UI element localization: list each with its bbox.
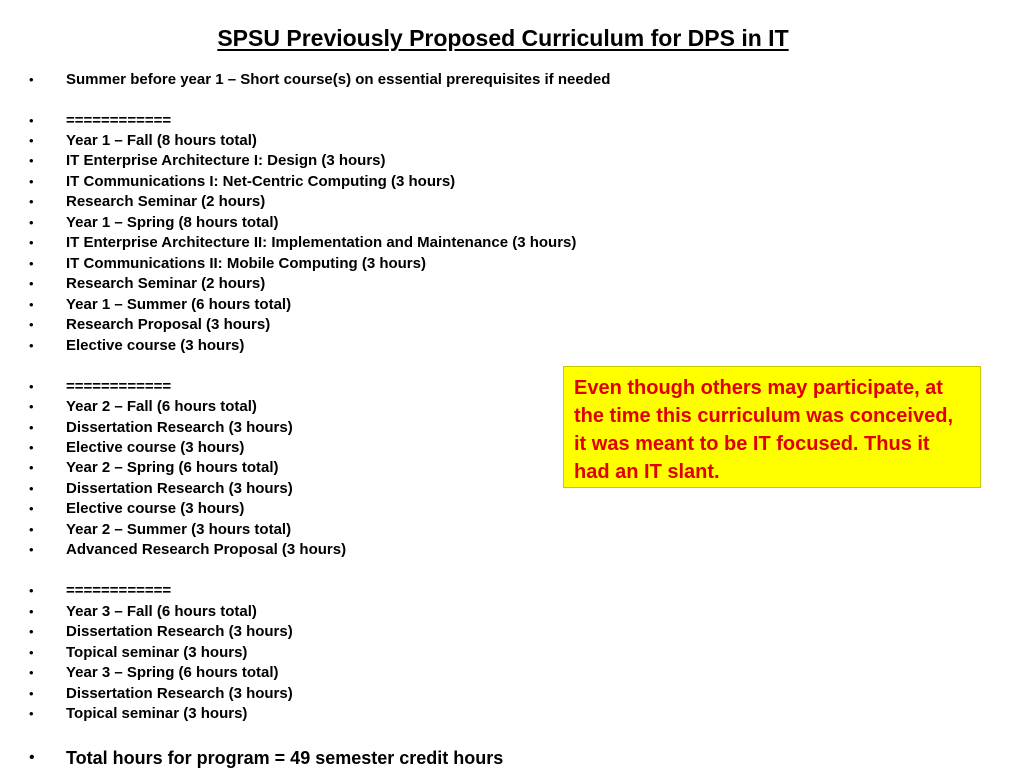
- list-item-text: Research Seminar (2 hours): [66, 193, 266, 210]
- list-item-text: IT Enterprise Architecture II: Implementation and Maintenance (3 hours): [66, 234, 577, 251]
- bullet-icon: •: [29, 317, 34, 332]
- bullet-icon: •: [29, 379, 34, 394]
- list-item-text: Year 3 – Fall (6 hours total): [66, 603, 257, 620]
- list-item-text: Summer before year 1 – Short course(s) on essential prerequisites if needed: [66, 71, 611, 88]
- list-item-text: Year 2 – Fall (6 hours total): [66, 398, 257, 415]
- list-item-text: Advanced Research Proposal (3 hours): [66, 541, 347, 558]
- highlight-note: Even though others may participate, at the time this curriculum was conceived, it was meant to be IT focused. Thus it had an IT slant.: [563, 366, 981, 488]
- total-hours-text: Total hours for program = 49 semester credit hours: [66, 748, 504, 768]
- list-item-text: Dissertation Research (3 hours): [66, 419, 293, 436]
- list-item-text: Year 1 – Spring (8 hours total): [66, 214, 279, 231]
- separator-text: ============: [66, 378, 172, 395]
- list-item-text: Year 2 – Spring (6 hours total): [66, 459, 279, 476]
- list-item-text: IT Communications II: Mobile Computing (3 hours): [66, 255, 426, 272]
- bullet-icon: •: [29, 542, 34, 557]
- list-item-text: Year 1 – Summer (6 hours total): [66, 296, 292, 313]
- list-item-text: Dissertation Research (3 hours): [66, 623, 293, 640]
- separator-text: ============: [66, 582, 172, 599]
- list-item-text: Research Proposal (3 hours): [66, 316, 271, 333]
- list-item-text: Elective course (3 hours): [66, 500, 245, 517]
- list-item-text: Elective course (3 hours): [66, 337, 245, 354]
- bullet-icon: •: [29, 481, 34, 496]
- bullet-icon: •: [29, 749, 35, 766]
- list-item-text: IT Enterprise Architecture I: Design (3 hours): [66, 152, 386, 169]
- page-title: SPSU Previously Proposed Curriculum for DPS in IT: [217, 25, 789, 51]
- list-item-text: Elective course (3 hours): [66, 439, 245, 456]
- bullet-icon: •: [29, 256, 34, 271]
- bullet-icon: •: [29, 420, 34, 435]
- list-item-text: Year 2 – Summer (3 hours total): [66, 521, 292, 538]
- bullet-icon: •: [29, 276, 34, 291]
- bullet-icon: •: [29, 665, 34, 680]
- bullet-icon: •: [29, 113, 34, 128]
- bullet-icon: •: [29, 686, 34, 701]
- list-item-text: Research Seminar (2 hours): [66, 275, 266, 292]
- list-item-text: Topical seminar (3 hours): [66, 705, 248, 722]
- bullet-icon: •: [29, 133, 34, 148]
- bullet-icon: •: [29, 194, 34, 209]
- bullet-icon: •: [29, 583, 34, 598]
- list-item-text: Dissertation Research (3 hours): [66, 480, 293, 497]
- bullet-icon: •: [29, 522, 34, 537]
- list-item-text: Year 3 – Spring (6 hours total): [66, 664, 279, 681]
- bullet-icon: •: [29, 399, 34, 414]
- list-item-text: Year 1 – Fall (8 hours total): [66, 132, 257, 149]
- list-item-text: IT Communications I: Net-Centric Computing (3 hours): [66, 173, 456, 190]
- bullet-icon: •: [29, 215, 34, 230]
- bullet-icon: •: [29, 645, 34, 660]
- bullet-icon: •: [29, 174, 34, 189]
- bullet-icon: •: [29, 460, 34, 475]
- bullet-icon: •: [29, 604, 34, 619]
- bullet-icon: •: [29, 706, 34, 721]
- bullet-icon: •: [29, 501, 34, 516]
- bullet-icon: •: [29, 338, 34, 353]
- list-item-text: Dissertation Research (3 hours): [66, 685, 293, 702]
- bullet-icon: •: [29, 72, 34, 87]
- bullet-icon: •: [29, 440, 34, 455]
- bullet-icon: •: [29, 153, 34, 168]
- separator-text: ============: [66, 112, 172, 129]
- bullet-icon: •: [29, 297, 34, 312]
- list-item-text: Topical seminar (3 hours): [66, 644, 248, 661]
- bullet-icon: •: [29, 235, 34, 250]
- bullet-icon: •: [29, 624, 34, 639]
